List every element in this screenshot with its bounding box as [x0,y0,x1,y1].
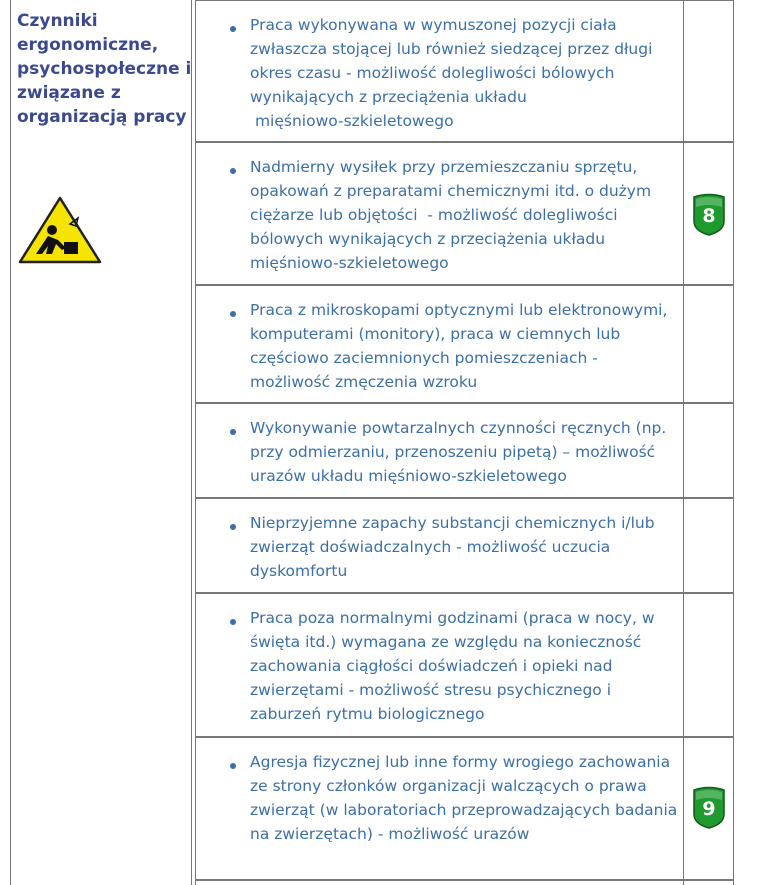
bullet-icon [230,311,238,319]
row-badge-cell [684,0,734,142]
table-row [195,0,735,142]
bullet-icon [230,429,238,437]
row-badge-cell [684,285,734,403]
row-text-cell [195,498,684,593]
table-row [195,285,735,403]
row-text: Wykonywanie powtarzalnych czynności ręcznych (np. przy odmierzaniu, przenoszeniu pipetą) – możliwość urazów układu mięśniowo-szkieletowego [250,419,672,485]
row-text: Nadmierny wysiłek przy przemieszczaniu sprzętu, opakowań z preparatami chemicznymi itd. o dużym ciężarze lub objętości - możliwość dolegliwości bólowych wynikających z przeciążenia układu mięśniowo-szkieletowego [250,158,657,272]
row-badge-cell [684,880,734,885]
table-row [195,880,735,885]
table-row [195,593,735,737]
row-text-cell [195,0,684,142]
row-badge-cell [684,498,734,593]
table-row [195,498,735,593]
table-row [195,737,735,880]
badge-number: 9 [702,798,716,820]
row-text-cell [195,142,684,285]
category-cell [10,0,192,885]
row-text-cell [195,593,684,737]
badge-number: 8 [702,205,716,227]
category-title: Czynniki ergonomiczne, psychospołeczne i związane z organizacją pracy [17,11,192,127]
row-text: Nieprzyjemne zapachy substancji chemicznych i/lub zwierząt doświadczalnych - możliwość uczucia dyskomfortu [250,514,660,580]
bullet-icon [230,619,238,627]
row-text-cell [195,737,684,880]
number-badge-icon [691,193,727,237]
row-text: Praca poza normalnymi godzinami (praca w nocy, w święta itd.) wymagana ze względu na konieczność zachowania ciągłości doświadczeń i opieki nad zwierzętami - możliwość stresu psychicznego i zaburzeń rytmu biologicznego [250,609,660,723]
row-badge-cell [684,593,734,737]
row-text-cell [195,285,684,403]
bullet-icon [230,168,238,176]
row-badge-cell [684,737,734,880]
row-badge-cell [684,403,734,498]
lifting-hazard-warning-icon [18,196,102,264]
row-text-cell [195,880,684,885]
bullet-icon [230,26,238,34]
row-text: Praca z mikroskopami optycznymi lub elektronowymi, komputerami (monitory), praca w ciemnych lub częściowo zaciemnionych pomieszczeniach - możliwość zmęczenia wzroku [250,301,673,391]
table-row [195,403,735,498]
row-text: Praca wykonywana w wymuszonej pozycji ciała zwłaszcza stojącej lub również siedzącej przez długi okres czasu - możliwość dolegliwości bólowych wynikających z przeciążenia układu mięśniowo-szkieletowego [250,16,653,130]
number-badge-icon [691,786,727,830]
table-row [195,142,735,285]
bullet-icon [230,524,238,532]
row-badge-cell [684,142,734,285]
bullet-icon [230,763,238,771]
row-text: Agresja fizycznej lub inne formy wrogiego zachowania ze strony członków organizacji walczących o prawa zwierząt (w laboratoriach przeprowadzających badania na zwierzętach) - możliwość urazów [250,753,683,843]
row-text-cell [195,403,684,498]
